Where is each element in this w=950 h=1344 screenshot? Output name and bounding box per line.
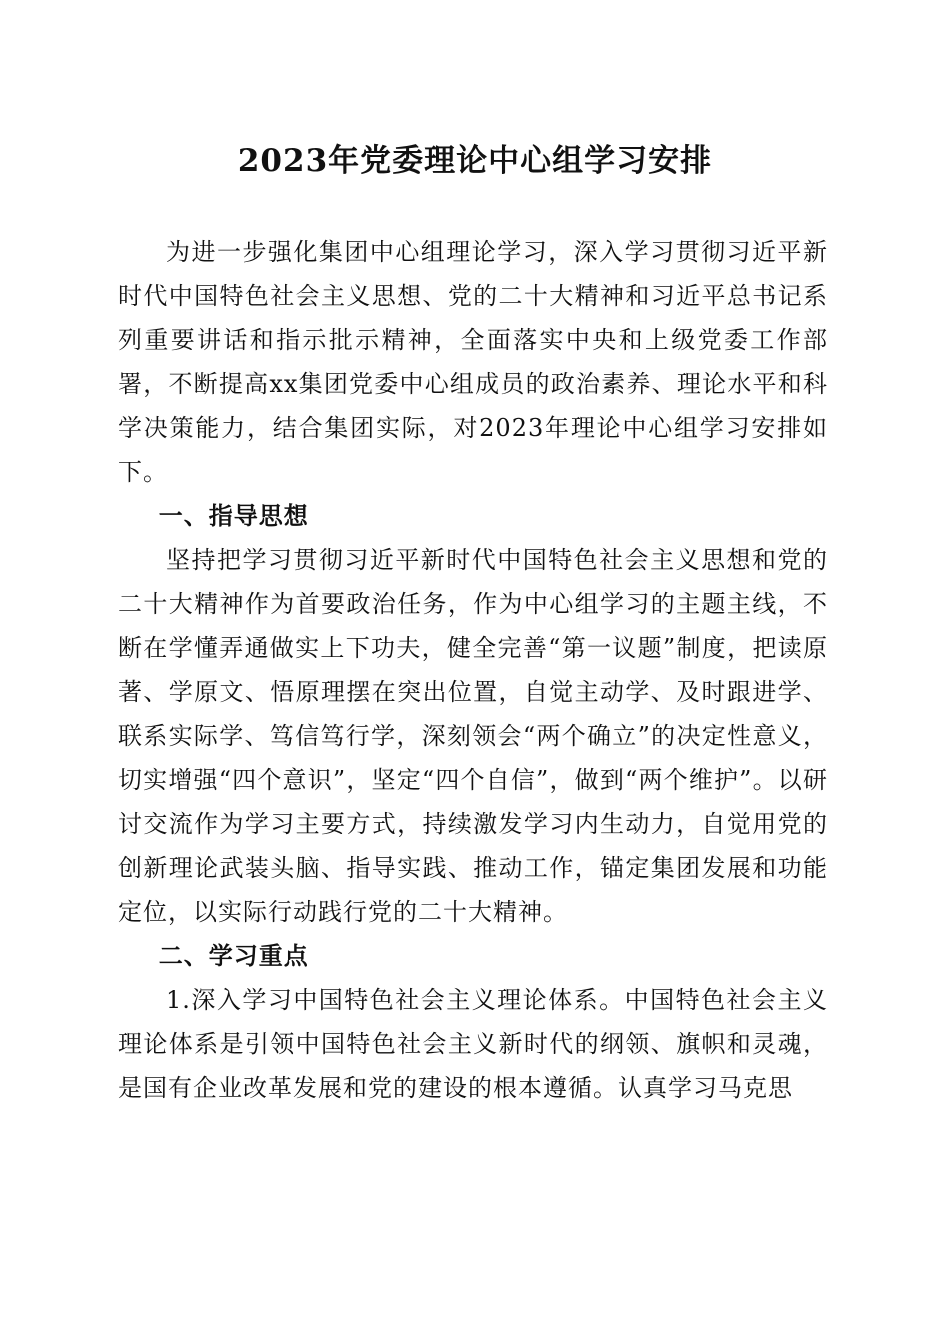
document-title: 2023年党委理论中心组学习安排 <box>237 143 713 179</box>
intro-paragraph: 为进一步强化集团中心组理论学习，深入学习贯彻习近平新时代中国特色社会主义思想、党的二十大精神和习近平总书记系列重要讲话和指示批示精神，全面落实中央和上级党委工作部署，不断提高xx集团党委中心组成员的政治素养、理论水平和科学决策能力，结合集团实际，对2023年理论中心组学习安排如下。 <box>118 238 828 486</box>
section-paragraph-guiding-thought: 坚持把学习贯彻习近平新时代中国特色社会主义思想和党的二十大精神作为首要政治任务，作为中心组学习的主题主线，不断在学懂弄通做实上下功夫，健全完善“第一议题”制度，把读原著、学原文、悟原理摆在突出位置，自觉主动学、及时跟进学、联系实际学、笃信笃行学，深刻领会“两个确立”的决定性意义，切实增强“四个意识”，坚定“四个自信”，做到“两个维护”。以研讨交流作为学习主要方式，持续激发学习内生动力，自觉用党的创新理论武装头脑、指导实践、推动工作，锚定集团发展和功能定位，以实际行动践行党的二十大精神。 <box>118 546 828 926</box>
section-heading-study-focus: 二、学习重点 <box>158 942 309 970</box>
section-paragraph-study-focus: 1.深入学习中国特色社会主义理论体系。中国特色社会主义理论体系是引领中国特色社会主义新时代的纲领、旗帜和灵魂，是国有企业改革发展和党的建设的根本遵循。认真学习马克思 <box>118 986 828 1102</box>
section-heading-guiding-thought: 一、指导思想 <box>158 502 309 530</box>
document-body <box>118 230 828 1110</box>
